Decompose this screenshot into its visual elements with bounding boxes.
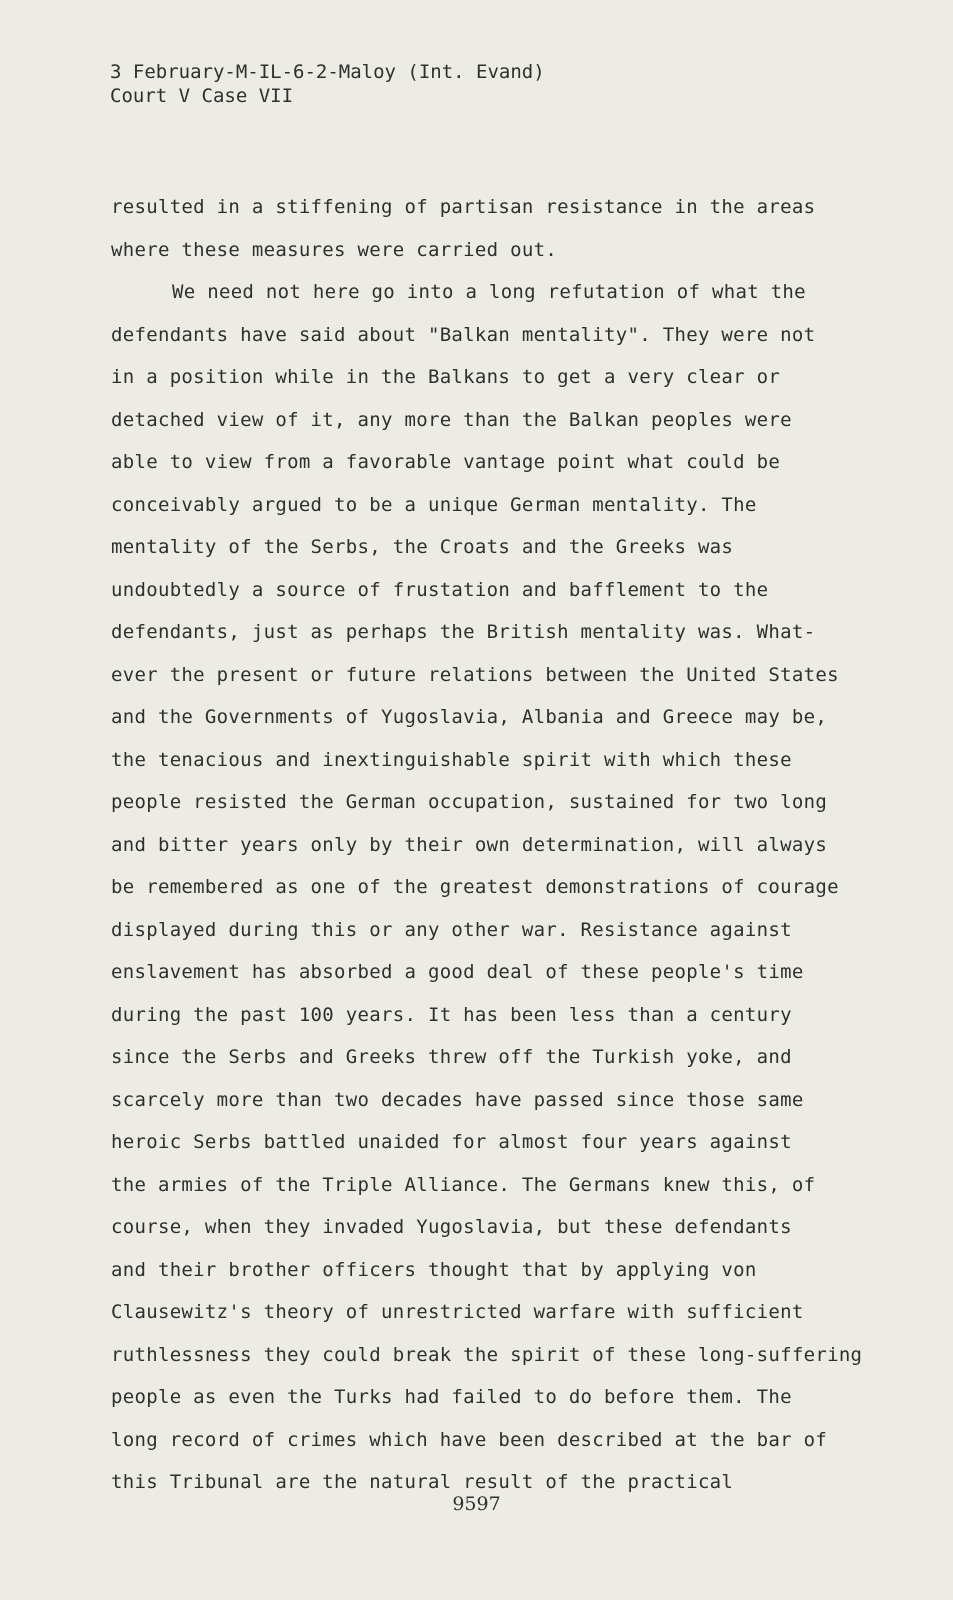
text-line: defendants have said about "Balkan mentality". They were not — [111, 323, 816, 346]
text-line: the tenacious and inextinguishable spirit with which these — [111, 748, 792, 771]
text-line: and their brother officers thought that by applying von — [111, 1258, 757, 1281]
header-date-line: 3 February-M-IL-6-2-Maloy (Int. Evand) — [110, 61, 545, 83]
text-line: heroic Serbs battled unaided for almost four years against — [111, 1131, 792, 1153]
text-line: where these measures were carried out. — [111, 238, 558, 261]
document-body — [111, 186, 862, 1504]
text-line: scarcely more than two decades have passed since those same — [111, 1088, 804, 1111]
text-line: We need not here go into a long refutation of what the — [172, 281, 806, 303]
text-line: be remembered as one of the greatest demonstrations of courage — [111, 876, 839, 898]
document-header — [110, 60, 545, 108]
text-line: this Tribunal are the natural result of the practical — [111, 1471, 734, 1493]
text-line: and bitter years only by their own determination, will always — [111, 833, 828, 856]
text-line: enslavement has absorbed a good deal of these people's time — [111, 961, 804, 983]
text-line: detached view of it, any more than the Balkan peoples were — [111, 408, 792, 431]
text-line: during the past 100 years. It has been less than a century — [111, 1003, 792, 1026]
text-line: defendants, just as perhaps the British mentality was. What- — [111, 621, 816, 643]
text-line: undoubtedly a source of frustation and bafflement to the — [111, 578, 769, 601]
text-line: resulted in a stiffening of partisan resistance in the areas — [111, 196, 816, 218]
text-line: mentality of the Serbs, the Croats and the Greeks was — [111, 536, 734, 558]
page-number: 9597 — [452, 1493, 501, 1515]
text-line: conceivably argued to be a unique German mentality. The — [111, 493, 757, 516]
header-court-line: Court V Case VII — [110, 85, 294, 107]
text-line: the armies of the Triple Alliance. The Germans knew this, of — [111, 1173, 816, 1196]
text-line: ruthlessness they could break the spirit of these long-suffering — [111, 1343, 863, 1366]
text-line: people as even the Turks had failed to do before them. The — [111, 1386, 792, 1408]
text-line: displayed during this or any other war. Resistance against — [111, 918, 792, 941]
text-line: course, when they invaded Yugoslavia, but these defendants — [111, 1216, 792, 1238]
text-line: Clausewitz's theory of unrestricted warfare with sufficient — [111, 1301, 804, 1323]
text-line: and the Governments of Yugoslavia, Albania and Greece may be, — [111, 706, 828, 728]
text-line: in a position while in the Balkans to get a very clear or — [111, 366, 781, 388]
text-line: since the Serbs and Greeks threw off the Turkish yoke, and — [111, 1046, 792, 1068]
text-line: ever the present or future relations between the United States — [111, 663, 839, 686]
text-line: long record of crimes which have been described at the bar of — [111, 1428, 828, 1451]
text-line: able to view from a favorable vantage point what could be — [111, 451, 781, 473]
text-line: people resisted the German occupation, sustained for two long — [111, 791, 828, 813]
